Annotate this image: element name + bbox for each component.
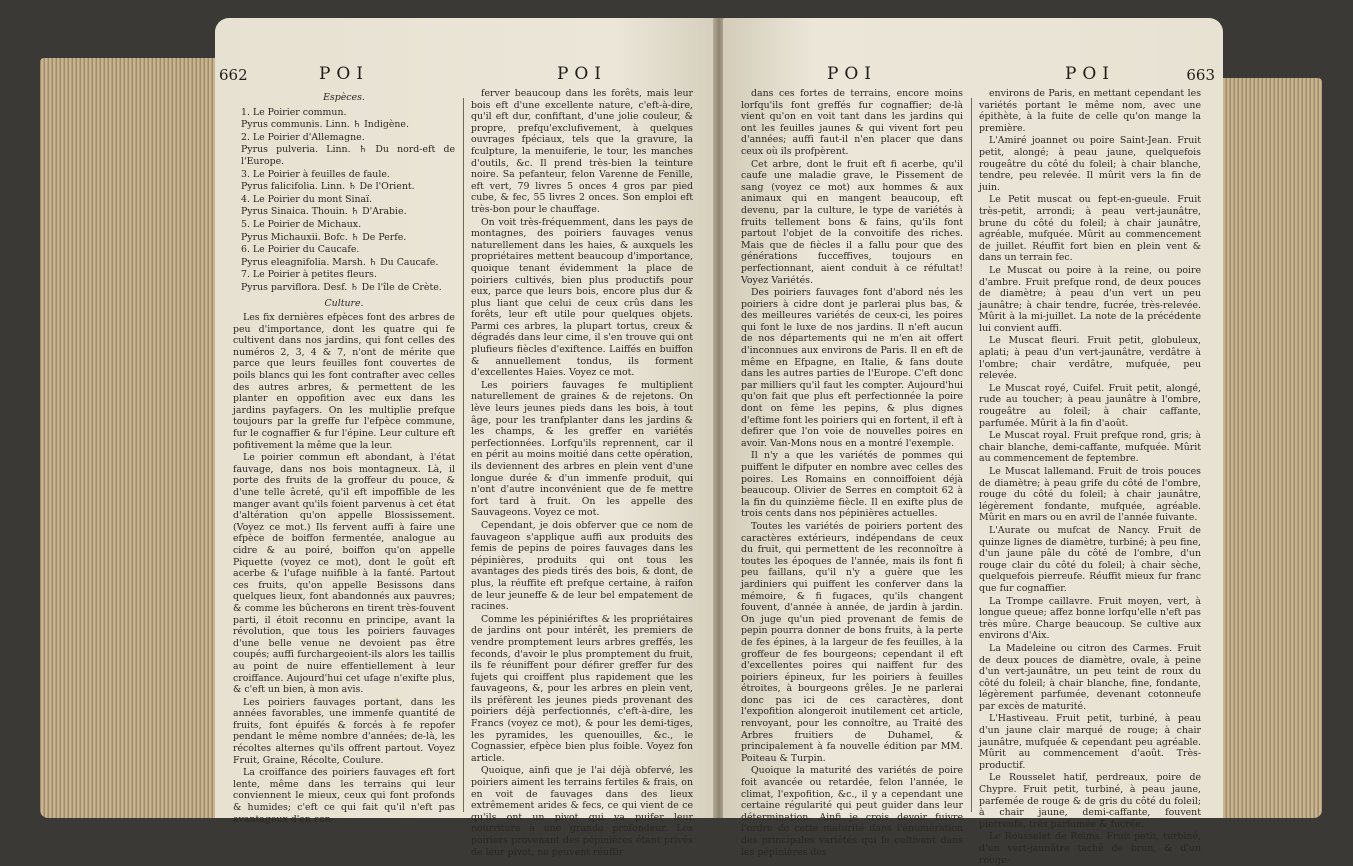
species-entry: Pyrus communis. Linn. ♄ Indigène.	[241, 119, 409, 131]
open-book	[40, 18, 1322, 866]
text-paragraph: Le Muscat fleuri. Fruit petit, globuleux, aplati; à peau d'un vert-jaunâtre, verdâtre à l'ombre; chair verdâtre, mufquée, peu relevée.	[979, 335, 1201, 382]
species-entry: Pyrus eleagnifolia. Marsh. ♄ Du Caucafe.	[241, 256, 439, 268]
text-paragraph: Le Muscat ou poire à la reine, ou poire d'ambre. Fruit prefque rond, de deux pouces de diamètre; à peau d'un vert un peu jaunâtre; à chair tendre, fucrée, très-relevée. Mûrit à la mi-juillet. La note de la précédente lui convient auffi.	[979, 264, 1201, 334]
text-paragraph: On voit très-fréquemment, dans les pays de montagnes, des poiriers fauvages venus naturellement dans les haies, & auxquels les propriétaires mettent beaucoup d'importance, quoique tenant évidemment la place de poiriers cultivés, bien plus productifs pour eux, parce que leurs bois, encore plus dur & plus liant que celui de ceux crûs dans les forêts, leur eft utile pour quelques objets. Parmi ces arbres, la plupart tortus, creux & dégradés dans leur cime, il s'en trouve qui ont plufieurs fiècles d'exiftence. Laiffés en buiffon & annuellement tondus, ils forment d'excellentes Haies. Voyez ce mot.	[471, 216, 693, 379]
text-paragraph: ferver beaucoup dans les forêts, mais leur bois eft d'une excellente nature, c'eft-à-dire, qu'il eft dur, confiftant, d'une jolie couleur, & propre, prefqu'exclufivement, à quelques ouvrages fpéciaux, tels que la gravure, la fculpture, la menuiferie, le tour, les manches d'outils, &c. Il prend très-bien la teinture noire. Sa pefanteur, felon Varenne de Fenille, eft vert, 79 livres 5 onces 4 gros par pied cube, & fec, 55 livres 2 onces. Son emploi eft très-bon pour le chauffage.	[471, 88, 693, 215]
species-entry: Pyrus Sinaica. Thouin. ♄ D'Arabie.	[241, 206, 407, 218]
left-head-col2: POI	[557, 64, 607, 84]
right-column-1	[741, 88, 963, 858]
right-page-number: 663	[1186, 66, 1215, 84]
text-paragraph: L'Hastiveau. Fruit petit, turbiné, à peau d'un jaune clair marqué de rouge; à chair jaunâtre, mufquée & cependant peu agréable. Mûrit au commencement d'août. Très-productif.	[979, 713, 1201, 771]
text-paragraph: Les poiriers fauvages portant, dans les années favorables, une immenfe quantité de fruits, font épuifés & forcés à fe repofer pendant le même nombre d'années; de-là, les récoltes alternes qu'ils offrent partout. Voyez Fruit, Graine, Récolte, Coulure.	[233, 696, 455, 766]
left-column-1	[233, 88, 455, 825]
text-paragraph: Le Muscat royé, Cuifel. Fruit petit, alongé, rude au toucher; à peau jaunâtre à l'ombre, rougeâtre au foleil; à chair caffante, parfumée. Mûrit à la fin d'août.	[979, 382, 1201, 429]
text-paragraph: Quoique la maturité des variétés de poire foit avancée ou retardée, felon l'année, le climat, l'expofition, &c., il y a cependant une certaine régularité qui peut guider dans leur détermination. Ainfi je crois devoir fuivre l'ordre de cette maturité dans l'énumération des principales variétés qui fe cultivent dans les pépinières des	[741, 765, 963, 858]
right-column-2	[979, 88, 1201, 866]
text-paragraph: Le Rousselet de Reims. Fruit petit, turbiné, d'un vert-jaunâtre taché de brun, & d'un rouge-	[979, 831, 1201, 866]
species-entry: 3. Le Poirier à feuilles de faule.	[241, 168, 390, 180]
text-paragraph: Les poiriers fauvages fe multiplient naturellement de graines & de rejetons. On lève leurs jeunes pieds dans les bois, à tout âge, pour les tranfplanter dans les jardins & les champs, & les greffer en variétés perfectionnées. Lorfqu'ils reprennent, car il en périt au moins moitié dans cette opération, ils deviennent des arbres en plein vent d'une longue durée & d'un immenfe produit, qui n'ont d'autre inconvénient que de fe mettre fort tard à fruit. On les appelle des Sauvageons. Voyez ce mot.	[471, 379, 693, 519]
left-column-2	[471, 88, 693, 858]
text-paragraph: L'Amiré joannet ou poire Saint-Jean. Fruit petit, alongé; à peau jaune, quelquefois rougeâtre du côté du foleil; à chair blanche, tendre, peu relevée. Il mûrit vers la fin de juin.	[979, 135, 1201, 193]
text-paragraph: Il n'y a que les variétés de pommes qui puiffent le difputer en nombre avec celles des poires. Les Romains en connoiffoient déjà beaucoup. Olivier de Serres en comptoit 62 à la fin du quinzième fiècle. Il en exifte plus de trois cents dans nos pépinières actuelles.	[741, 450, 963, 520]
text-paragraph: Les fix dernières efpèces font des arbres de peu d'importance, dont les quatre qui fe cultivent dans nos jardins, qui font celles des numéros 2, 3, 4 & 7, n'ont de mérite que parce que leurs feuilles font couvertes de poils blancs qui les font contrafter avec celles des autres arbres, & permettent de les planter en oppofition avec eux dans les jardins payfagers. On les multiplie prefque toujours par la greffe fur l'efpèce commune, fur le cognaffier & fur l'épine. Leur culture eft pofitivement la même que la leur.	[233, 312, 455, 451]
section-heading: Espèces.	[323, 92, 365, 103]
column-rule	[971, 98, 972, 812]
left-running-head	[219, 64, 697, 86]
text-paragraph: Des poiriers fauvages font d'abord nés les poiriers à cidre dont je parlerai plus bas, & des meilleures variétés de ceux-ci, les poires qui font le luxe de nos jardins. Il n'eft aucun de nos départements qui ne m'en ait offert d'inconnues aux environs de Paris. Il en eft de même en Efpagne, en Italie, & fans doute dans les autres parties de l'Europe. C'eft donc par milliers qu'il faut les compter. Aujourd'hui qu'on fait que plus eft perfectionnée la poire dont on fème les pepins, & plus dignes d'eftime font les poiriers qui en fortent, il eft à defirer que l'on voie de nouvelles poires en avoir. Van-Mons nous en a montré l'exemple.	[741, 287, 963, 449]
species-entry: 7. Le Poirier à petites fleurs.	[241, 269, 377, 281]
text-paragraph: Le Muscat lallemand. Fruit de trois pouces de diamètre; à peau grife du côté de l'ombre, rouge du côté du foleil; à chair jaunâtre, légèrement fondante, mufquée, agréable. Mûrit en mars ou en avril de l'année fuivante.	[979, 466, 1201, 524]
text-paragraph: Le Petit muscat ou fept-en-gueule. Fruit très-petit, arrondi; à peau vert-jaunâtre, brune du côté du foleil; à chair jaunâtre, agréable, mufquée. Mûrit au commencement de juillet. Réuffit fort bien en plein vent & dans un terrain fec.	[979, 194, 1201, 264]
text-paragraph: La Trompe caillavre. Fruit moyen, vert, à longue queue; affez bonne lorfqu'elle n'eft pas très mûre. Charge beaucoup. Se cultive aux environs d'Aix.	[979, 595, 1201, 642]
species-entry: Pyrus falicifolia. Linn. ♄ De l'Orient.	[241, 181, 415, 193]
left-columns	[233, 88, 697, 858]
species-entry: Pyrus Michauxii. Bofc. ♄ De Perfe.	[241, 231, 407, 243]
column-rule	[463, 98, 464, 812]
text-paragraph: Le poirier commun eft abondant, à l'état fauvage, dans nos bois montagneux. Là, il porte des fruits de la groffeur du pouce, & d'une telle âcreté, qu'il eft impoffible de les manger avant qu'ils foient parvenus à cet état d'altération qu'on appelle Blossissement. (Voyez ce mot.) Ils fervent auffi à faire une efpèce de boiffon fermentée, analogue au cidre & au poiré, boiffon qu'on appelle Piquette (voyez ce mot), dont le goût eft acerbe & l'ufage nuifible à la fanté. Partout ces fruits, qu'on appelle Besissons dans quelques lieux, font abandonnés aux pauvres; & comme les bûcherons en tirent très-fouvent parti, il étoit reconnu en principe, avant la révolution, que tous les poiriers fauvages d'une belle venue ne devoient pas être coupés; auffi furchargeoient-ils alors les taillis au point de nuire effentiellement à leur croiffance. Aujourd'hui cet ufage n'exifte plus, & c'eft un bien, à mon avis.	[233, 452, 455, 696]
text-paragraph: Toutes les variétés de poiriers portent des caractères extérieurs, indépendans de ceux du fruit, qui permettent de les reconnoître à toutes les époques de l'année, mais ils font fi peu faillans, qu'il n'y a guère que les jardiniers qui puiffent les conferver dans la mémoire, & fi fugaces, qu'ils changent fouvent, d'année à année, de jardin à jardin. On juge qu'un pied provenant de femis de pepin pourra donner de bons fruits, à la perte de fes épines, à la largeur de fes feuilles, à la groffeur de fes bourgeons; cependant il eft d'excellentes poires qui naiffent fur des poiriers épineux, fur les poiriers à feuilles étroites, à bourgeons grêles. Je ne parlerai donc pas ici de ces caractères, dont l'expofition alongeroit inutilement cet article, renvoyant, pour les connoître, au Traité des Arbres fruitiers de Duhamel, & principalement à fa nouvelle édition par MM. Poiteau & Turpin.	[741, 520, 963, 764]
species-entry: 1. Le Poirier commun.	[241, 106, 347, 118]
species-entry: 6. Le Poirier du Caucafe.	[241, 244, 360, 256]
left-page	[215, 18, 715, 858]
text-paragraph: Cet arbre, dont le fruit eft fi acerbe, qu'il caufe une maladie grave, le Pissement de sang (voyez ce mot) aux hommes & aux animaux qui en mangent beaucoup, eft devenu, par la culture, le type de variétés à fruits tellement bons & fains, qu'ils font partout l'objet de la convoitife des riches. Mais que de fiècles il a fallu pour que des générations fucceffives, toujours en perfectionnant, aient conduit à ce réfultat! Voyez Variétés.	[741, 158, 963, 286]
right-head-col1: POI	[827, 64, 877, 84]
section-heading: Culture.	[324, 297, 364, 309]
text-paragraph: Le Muscat royal. Fruit prefque rond, gris; à chair blanche, demi-caffante, mufquée. Mûrit au commencement de feptembre.	[979, 430, 1201, 465]
text-paragraph: Cependant, je dois obferver que ce nom de fauvageon s'applique auffi aux produits des femis de pepins de poires fauvages dans les pépinières, produits qui ont tous les avantages des pieds tirés des bois, & dont, de plus, la réuffite eft prefque certaine, à raifon de leur jeuneffe & de leur bel empatement de racines.	[471, 519, 693, 613]
right-page	[723, 18, 1223, 866]
right-running-head	[741, 64, 1215, 86]
species-entry: 4. Le Poirier du mont Sinaï.	[241, 193, 373, 205]
left-page-number: 662	[219, 66, 248, 84]
text-paragraph: environs de Paris, en mettant cependant les variétés portant le même nom, avec une épithète, à la fuite de celle qu'on mange la première.	[979, 88, 1201, 134]
right-page-edges	[1222, 78, 1322, 818]
left-head-col1: POI	[319, 64, 369, 84]
species-entry: Pyrus parviflora. Desf. ♄ De l'île de Crète.	[241, 281, 442, 293]
text-paragraph: Le Rousselet hatif, perdreaux, poire de Chypre. Fruit petit, turbiné, à peau jaune, parfemée de rouge & de gris du côté du foleil; à chair jaune, demi-caffante, fouvent pierreufe, très parfumée & fucrée.	[979, 772, 1201, 830]
text-paragraph: L'Aurate ou mufcat de Nancy. Fruit de quinze lignes de diamètre, turbiné; à peu fine, d'un jaune pâle du côté de l'ombre, d'un rouge clair du côté du foleil; à chair sèche, quelquefois pierreufe. Réuffit mieux fur franc que fur cognaffier.	[979, 524, 1201, 594]
text-paragraph: Quoique, ainfi que je l'ai déjà obfervé, les poiriers aiment les terrains fertiles & frais, on en voit de fauvages dans des lieux extrêmement arides & fecs, ce qui vient de ce qu'ils ont un pivot qui va puifer leur nourriture à une grande profondeur. Les poiriers provenant des pépinières étant privés de leur pivot, ne peuvent réuffir	[471, 765, 693, 858]
text-paragraph: La croiffance des poiriers fauvages eft fort lente, même dans les terrains qui leur conviennent le mieux, ceux qui font profonds & humides; c'eft ce qui fait qu'il n'eft pas avantageux d'en con-	[233, 767, 455, 825]
text-paragraph: La Madeleine ou citron des Carmes. Fruit de deux pouces de diamètre, ovale, à peine d'un vert-jaunâtre, un peu teint de roux du côté du foleil; à chair blanche, fine, fondante, légèrement parfumée, devenant cotonneufe par excès de maturité.	[979, 642, 1201, 712]
text-paragraph: Comme les pépiniériftes & les propriétaires de jardins ont pour intérêt, les premiers de vendre promptement leurs arbres greffés, les feconds, d'avoir le plus promptement du fruit, ils fe réuniffent pour défirer greffer fur des fujets qui croiffent plus rapidement que les fauvageons, &, pour les arbres en plein vent, ils préfèrent les jeunes pieds provenant des poiriers déjà perfectionnés, c'eft-à-dire, les Francs (voyez ce mot), & pour les demi-tiges, les pyramides, les quenouilles, &c., le Cognassier, efpèce bien plus foible. Voyez fon article.	[471, 613, 693, 764]
species-entry: 2. Le Poirier d'Allemagne.	[241, 131, 365, 143]
text-paragraph: dans ces fortes de terrains, encore moins lorfqu'ils font greffés fur cognaffier; de-là vient qu'on en voit tant dans les jardins qui ont les feuilles jaunes & qui vivent fort peu d'années; auffi faut-il n'en placer que dans ceux où ils profpèrent.	[741, 88, 963, 157]
right-columns	[741, 88, 1205, 866]
species-entry: 5. Le Poirier de Michaux.	[241, 218, 362, 230]
species-entry: Pyrus pulveria. Linn. ♄ Du nord-eft de l'Europe.	[241, 144, 455, 167]
right-head-col2: POI	[1065, 64, 1115, 84]
